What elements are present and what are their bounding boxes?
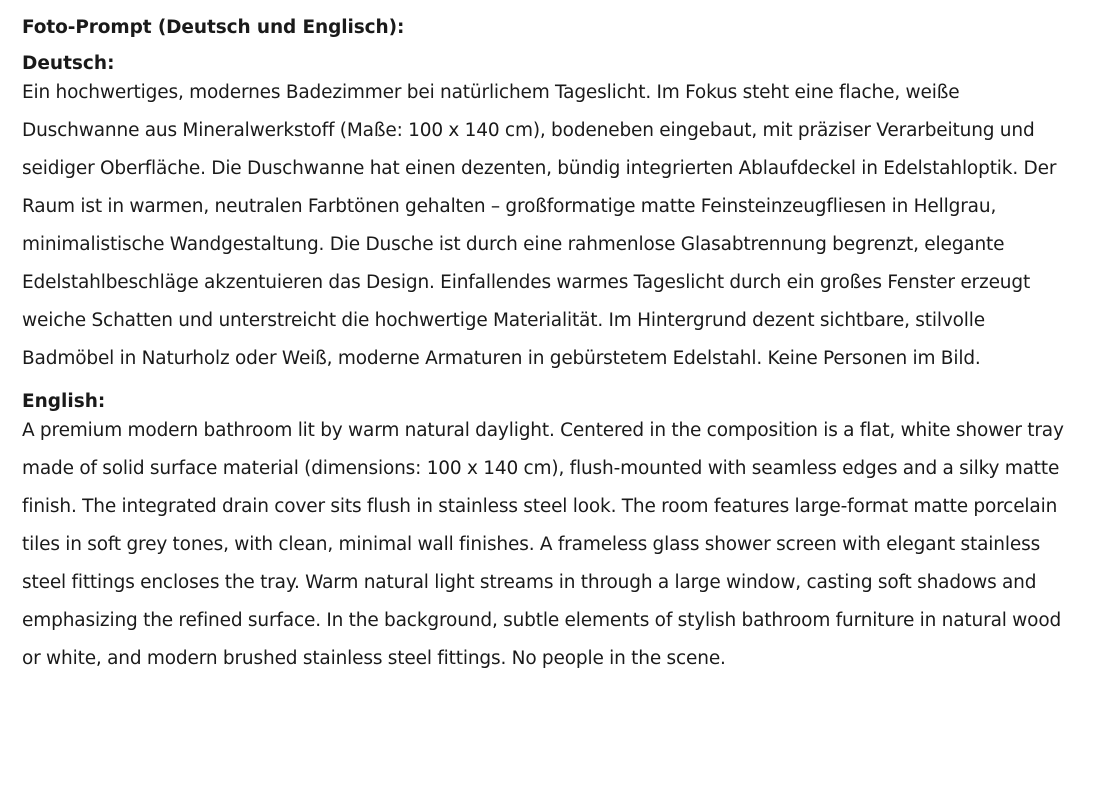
paragraph-english: A premium modern bathroom lit by warm natural daylight. Centered in the composition is a flat, white shower tray made of solid surface material (dimensions: 100 x 140 cm), flush-mounted with seamless edges and a silky matte finish. The integrated drain cover sits flush in stainless steel look. The room features large-format matte porcelain tiles in soft grey tones, with clean, minimal wall finishes. A frameless glass shower screen with elegant stainless steel fittings encloses the tray. Warm natural light streams in through a large window, casting soft shadows and emphasizing the refined surface. In the background, subtle elements of stylish bathroom furniture in natural wood or white, and modern brushed stainless steel fittings. No people in the scene. — [22, 420, 1064, 669]
section-label-english: English: — [22, 391, 106, 412]
section-label-german: Deutsch: — [22, 53, 115, 74]
paragraph-german: Ein hochwertiges, modernes Badezimmer bei natürlichem Tageslicht. Im Fokus steht eine flache, weiße Duschwanne aus Mineralwerkstoff (Maße: 100 x 140 cm), bodeneben eingebaut, mit präziser Verarbeitung und seidiger Oberfläche. Die Duschwanne hat einen dezenten, bündig integrierten Ablaufdeckel in Edelstahloptik. Der Raum ist in warmen, neutralen Farbtönen gehalten – großformatige matte Feinsteinzeugfliesen in Hellgrau, minimalistische Wandgestaltung. Die Dusche ist durch eine rahmenlose Glasabtrennung begrenzt, elegante Edelstahlbeschläge akzentuieren das Design. Einfallendes warmes Tageslicht durch ein großes Fenster erzeugt weiche Schatten und unterstreicht die hochwertige Materialität. Im Hintergrund dezent sichtbare, stilvolle Badmöbel in Naturholz oder Weiß, moderne Armaturen in gebürstetem Edelstahl. Keine Personen im Bild. — [22, 82, 1057, 369]
document-title: Foto-Prompt (Deutsch und Englisch): — [22, 17, 405, 38]
